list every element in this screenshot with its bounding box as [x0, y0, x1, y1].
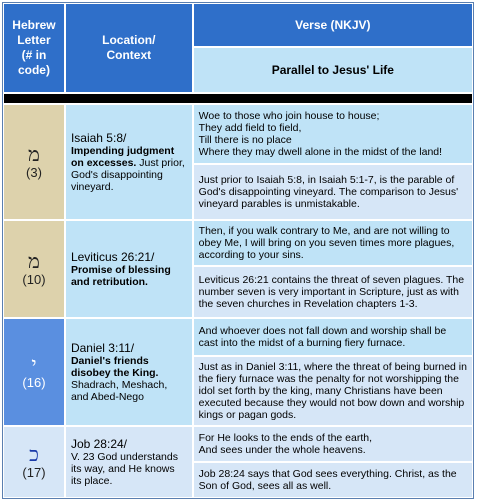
location-context [71, 145, 187, 193]
location-reference: Isaiah 5:8/ [70, 131, 127, 145]
header-letter [3, 3, 65, 93]
header-location-label: Location/ Context [102, 33, 156, 62]
location-context: V. 23 God understands its way, and He knows its place. [70, 451, 178, 487]
letter-cell-3 [3, 318, 65, 426]
context-note: Just prior, God's disappointing vineyard. [70, 157, 185, 193]
location-cell-4 [65, 426, 193, 498]
hebrew-letter-glyph: מ [28, 249, 40, 273]
comparison-table [2, 2, 474, 499]
hebrew-letter-glyph: כ [29, 442, 39, 466]
header-parallel: Parallel to Jesus' Life [193, 47, 473, 93]
header-letter-label: Hebrew Letter [12, 18, 56, 47]
header-divider [3, 93, 473, 104]
location-cell-3 [65, 318, 193, 426]
letter-code-number: (3) [26, 165, 42, 180]
parallel-cell-3: Just as in Daniel 3:11, where the threat of being burned in the fiery furnace was the penalty for not worshipping the idol set forth by the king, many Christians have been executed because they would not bow down and worship kings or pagan gods. [193, 356, 473, 426]
verse-cell-3: And whoever does not fall down and worship shall be cast into the midst of a burning fiery furnace. [193, 318, 473, 356]
verse-line: Where they may dwell alone in the midst of the land! [198, 146, 443, 158]
context-heading: Daniel's friends disobey the King. [70, 355, 159, 379]
verse-cell-2: Then, if you walk contrary to Me, and are not willing to obey Me, I will bring on you seven times more plagues, according to your sins. [193, 220, 473, 266]
header-verse: Verse (NKJV) [193, 3, 473, 47]
location-cell-1 [65, 104, 193, 220]
hebrew-letter-glyph: מ [28, 142, 40, 166]
letter-code-number: (16) [22, 375, 46, 390]
header-code-note: (# in code) [17, 48, 50, 77]
letter-cell-2 [3, 220, 65, 318]
verse-line: They add field to field, [198, 122, 302, 134]
location-reference: Job 28:24/ [70, 437, 127, 451]
verse-line: Woe to those who join house to house; [198, 110, 380, 122]
location-context [71, 355, 187, 403]
verse-cell-4 [193, 426, 473, 462]
context-heading: Promise of blessing and retribution. [70, 264, 171, 288]
parallel-cell-4: Job 28:24 says that God sees everything. Christ, as the Son of God, sees all as well. [193, 462, 473, 498]
hebrew-letter-glyph: י [31, 352, 37, 376]
parallel-cell-1: Just prior to Isaiah 5:8, in Isaiah 5:1-7, is the parable of God's disappointing vineyard. The comparison to Jesus' vineyard parables is unmistakable. [193, 164, 473, 220]
location-context [71, 264, 187, 288]
verse-line: And sees under the whole heavens. [198, 444, 366, 456]
verse-line: Till there is no place [198, 134, 292, 146]
location-reference: Leviticus 26:21/ [70, 250, 155, 264]
verse-line: For He looks to the ends of the earth, [198, 432, 373, 444]
context-note: Shadrach, Meshach, and Abed-Nego [70, 379, 168, 403]
letter-cell-4 [3, 426, 65, 498]
header-location [65, 3, 193, 93]
parallel-cell-2: Leviticus 26:21 contains the threat of seven plagues. The number seven is very important in Scripture, just as with the seven churches in Revelation chapters 1-3. [193, 266, 473, 318]
letter-cell-1 [3, 104, 65, 220]
context-heading: Impending judgment on excesses. [70, 145, 175, 169]
letter-code-number: (17) [22, 465, 46, 480]
letter-code-number: (10) [22, 272, 46, 287]
location-reference: Daniel 3:11/ [70, 341, 135, 355]
location-cell-2 [65, 220, 193, 318]
verse-cell-1 [193, 104, 473, 164]
